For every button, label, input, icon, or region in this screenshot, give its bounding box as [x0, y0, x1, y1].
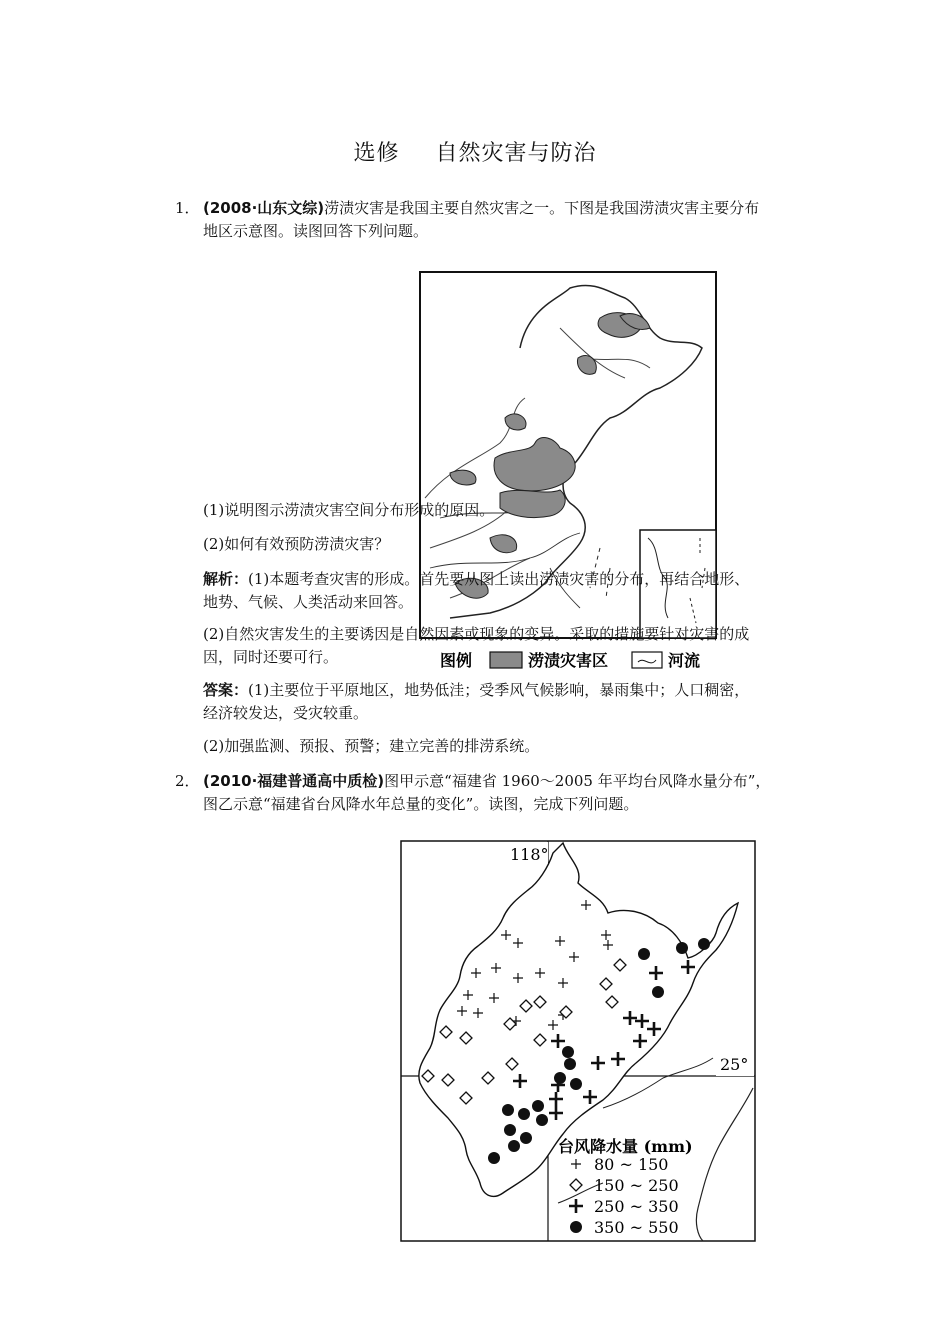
station-dot: [504, 1124, 516, 1136]
lon-label: 118°: [510, 845, 549, 864]
lat-label: 25°: [720, 1055, 749, 1074]
question-1-analysis-1: [203, 568, 808, 614]
station-dot: [570, 1078, 582, 1090]
station-dot: [564, 1058, 576, 1070]
station-dot: [518, 1108, 530, 1120]
analysis-1-line-1: (1)本题考查灾害的形成。首先要从图上读出涝渍灾害的分布，再结合地形、: [248, 570, 750, 588]
answer-1-line-2: 经济较发达，受灾较重。: [203, 704, 369, 722]
analysis-label: 解析：: [203, 570, 249, 588]
question-1-stem-line-1: 涝渍灾害是我国主要自然灾害之一。下图是我国涝渍灾害主要分布: [324, 199, 760, 217]
question-1-sub-2: (2)如何有效预防涝渍灾害？: [203, 535, 390, 553]
question-1-number: 1．: [175, 199, 200, 217]
legend-dot-icon: [570, 1221, 582, 1233]
station-dot: [698, 938, 710, 950]
question-1-analysis-2: [203, 623, 808, 669]
station-dot: [554, 1072, 566, 1084]
station-dot: [502, 1104, 514, 1116]
station-dot: [536, 1114, 548, 1126]
station-dot: [520, 1132, 532, 1144]
typhoon-map-legend: [558, 1137, 693, 1237]
page-title: [0, 136, 950, 167]
station-dot: [508, 1140, 520, 1152]
question-1-stem-line-2: 地区示意图。读图回答下列问题。: [203, 222, 429, 240]
legend-title: 台风降水量 (mm): [558, 1137, 693, 1156]
analysis-2-line-2: 因，同时还要可行。: [203, 648, 339, 666]
question-1-answer-2: (2)加强监测、预报、预警；建立完善的排涝系统。: [203, 737, 540, 755]
fujian-typhoon-map: [398, 838, 758, 1244]
question-2-stem: [203, 770, 808, 816]
legend-item-4: 350 ~ 550: [594, 1218, 679, 1237]
answer-1-line-1: (1)主要位于平原地区，地势低洼；受季风气候影响，暴雨集中；人口稠密，: [248, 681, 750, 699]
legend-item-2: 150 ~ 250: [594, 1176, 679, 1195]
analysis-1-line-2: 地势、气候、人类活动来回答。: [203, 593, 414, 611]
station-dot: [562, 1046, 574, 1058]
china-flood-map: [410, 268, 730, 678]
question-1-answer-1: [203, 679, 808, 725]
legend-item-1: 80 ~ 150: [594, 1155, 669, 1174]
question-2-number: 2．: [175, 772, 200, 790]
question-1-stem: [203, 197, 808, 243]
legend-item-3: 250 ~ 350: [594, 1197, 679, 1216]
legend-title: 图例: [440, 651, 473, 670]
station-dot: [652, 986, 664, 998]
legend-flood-label: 涝渍灾害区: [528, 651, 609, 670]
title-part-2: 自然灾害与防治: [435, 141, 597, 166]
analysis-2-line-1: (2)自然灾害发生的主要诱因是自然因素或现象的变异。采取的措施要针对灾害的成: [203, 625, 750, 643]
station-dot: [488, 1152, 500, 1164]
question-1-source: (2008·山东文综): [203, 199, 325, 217]
station-dot: [638, 948, 650, 960]
station-dot: [532, 1100, 544, 1112]
title-part-1: 选修: [353, 141, 400, 166]
question-2-stem-line-1: 图甲示意“福建省 1960～2005 年平均台风降水量分布”，: [384, 772, 771, 790]
station-dot: [676, 942, 688, 954]
question-2-stem-line-2: 图乙示意“福建省台风降水年总量的变化”。读图，完成下列问题。: [203, 795, 639, 813]
question-2-source: (2010·福建普通高中质检): [203, 772, 385, 790]
legend-river-label: 河流: [668, 651, 701, 670]
answer-label: 答案：: [203, 681, 249, 699]
question-1-sub-1: (1)说明图示涝渍灾害空间分布形成的原因。: [203, 501, 495, 519]
